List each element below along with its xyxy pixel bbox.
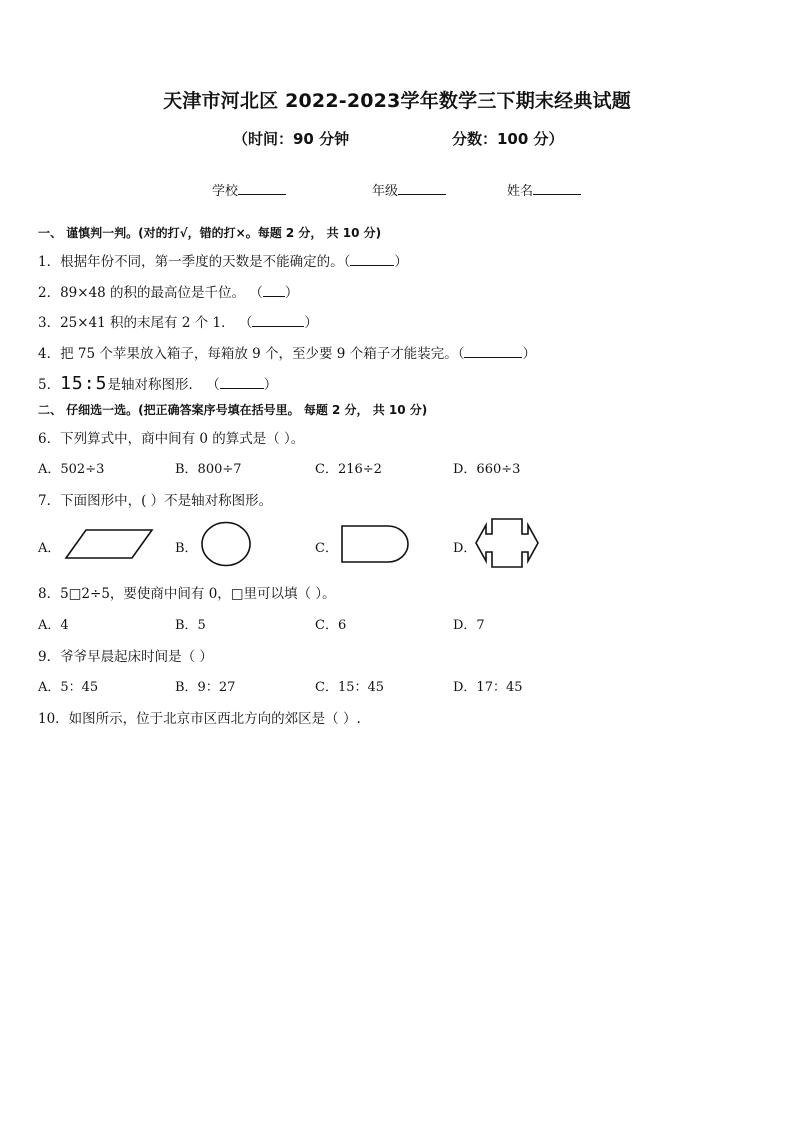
question-2-text: 2．89×48 的积的最高位是千位。 （	[38, 285, 263, 301]
q8-option-c[interactable]: C．6	[315, 618, 347, 633]
exam-time: （时间：90 分钟	[233, 130, 350, 148]
school-field	[212, 180, 286, 199]
grade-field	[372, 180, 446, 199]
question-3-close: ）	[304, 315, 318, 331]
question-7: 7．下面图形中，( ）不是轴对称图形。	[38, 493, 273, 509]
name-field	[507, 180, 581, 199]
answer-blank-5[interactable]	[220, 376, 264, 389]
grade-blank[interactable]	[398, 182, 446, 195]
question-3-text: 3．25×41 积的末尾有 2 个 1． （	[38, 315, 253, 331]
section2-heading: 二、 仔细选一选。(把正确答案序号填在括号里。 每题 2 分， 共 10 分)	[38, 403, 428, 417]
question-3	[38, 311, 318, 331]
question-9: 9．爷爷早晨起床时间是（ ）	[38, 649, 213, 665]
question-5-prefix: 5．	[38, 377, 61, 393]
circle-shape	[200, 521, 252, 567]
q8-option-a[interactable]: A．4	[38, 618, 69, 633]
q9-option-c[interactable]: C．15：45	[315, 680, 385, 695]
question-1-text: 1．根据年份不同，第一季度的天数是不能确定的。（	[38, 254, 351, 270]
school-label: 学校	[212, 184, 239, 199]
question-4	[38, 342, 536, 362]
rounded-end-shape	[340, 524, 410, 564]
question-8: 8．5□2÷5，要使商中间有 0，□里可以填（ ）。	[38, 586, 336, 602]
q7-option-a[interactable]: A．	[38, 541, 61, 556]
question-4-close: ）	[522, 346, 536, 362]
q6-option-d[interactable]: D．660÷3	[453, 462, 521, 477]
exam-score: 分数：100 分）	[452, 130, 564, 148]
q7-option-d[interactable]: D．	[453, 541, 477, 556]
double-arrow-cross-shape	[474, 516, 540, 570]
question-2	[38, 281, 298, 301]
name-blank[interactable]	[533, 182, 581, 195]
answer-blank-4[interactable]	[464, 345, 522, 358]
q8-option-d[interactable]: D．7	[453, 618, 485, 633]
question-10: 10．如图所示，位于北京市区西北方向的郊区是（ ）.	[38, 711, 361, 727]
q7-option-c[interactable]: C．	[315, 541, 338, 556]
question-5-close: ）	[263, 377, 278, 393]
question-5-text: 是轴对称图形． （	[107, 377, 220, 393]
question-1	[38, 250, 408, 270]
q6-option-c[interactable]: C．216÷2	[315, 462, 382, 477]
answer-blank-1[interactable]	[350, 253, 394, 266]
q6-option-a[interactable]: A．502÷3	[38, 462, 105, 477]
grade-label: 年级	[372, 184, 399, 199]
parallelogram-shape	[64, 528, 154, 560]
q9-option-a[interactable]: A．5：45	[38, 680, 99, 695]
name-label: 姓名	[507, 184, 534, 199]
question-2-close: ）	[284, 285, 299, 301]
q6-option-b[interactable]: B．800÷7	[175, 462, 242, 477]
answer-blank-3[interactable]	[252, 314, 304, 327]
q8-option-b[interactable]: B．5	[175, 618, 206, 633]
page-title: 天津市河北区 2022-2023学年数学三下期末经典试题	[163, 90, 631, 112]
question-1-close: ）	[394, 254, 408, 270]
school-blank[interactable]	[238, 182, 286, 195]
q7-option-b[interactable]: B．	[175, 541, 198, 556]
question-4-text: 4．把 75 个苹果放入箱子，每箱放 9 个，至少要 9 个箱子才能装完。（	[38, 346, 465, 362]
digital-clock-digits: 15:5	[60, 373, 108, 394]
q9-option-b[interactable]: B．9：27	[175, 680, 236, 695]
section1-heading: 一、 谨慎判一判。(对的打√，错的打×。每题 2 分， 共 10 分)	[38, 226, 382, 240]
answer-blank-2[interactable]	[263, 284, 285, 297]
question-5	[38, 373, 277, 394]
q9-option-d[interactable]: D．17：45	[453, 680, 523, 695]
question-6: 6．下列算式中，商中间有 0 的算式是（ ）。	[38, 431, 305, 447]
